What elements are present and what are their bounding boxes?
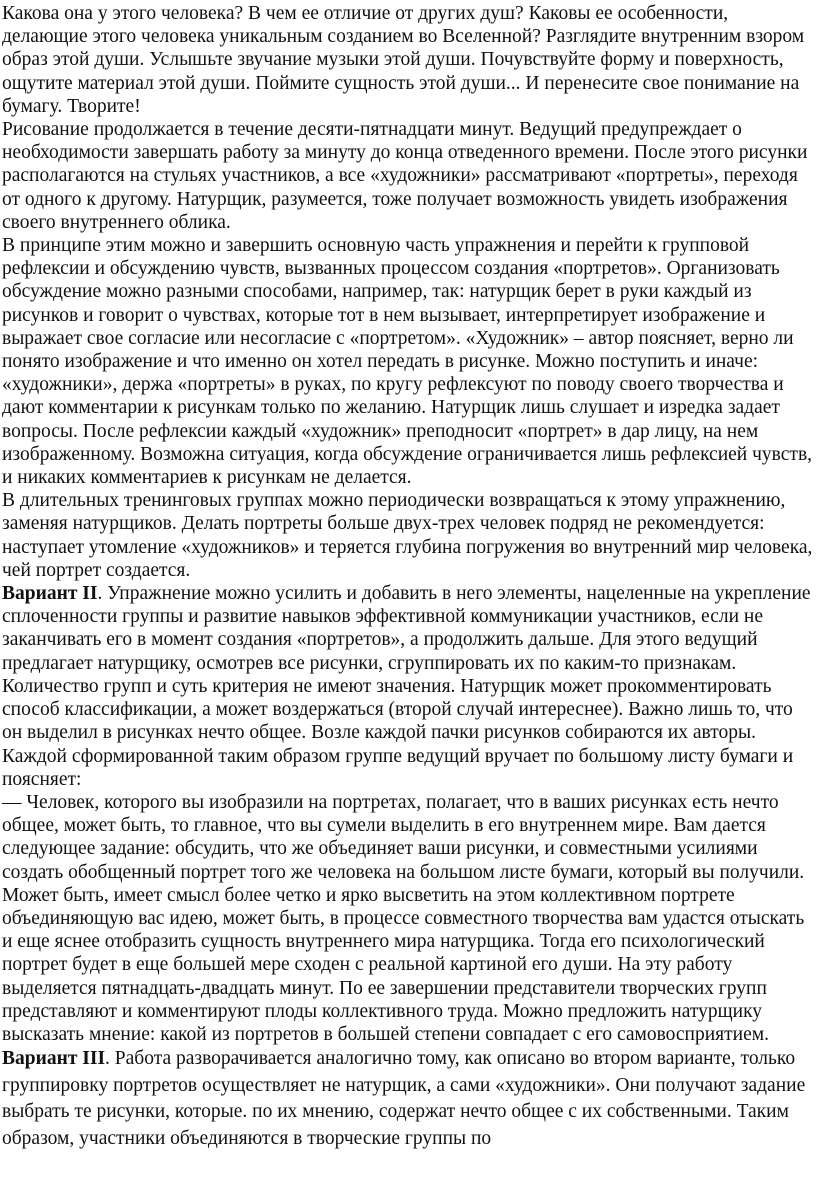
paragraph-soul-questions: Какова она у этого человека? В чем ее отличие от других душ? Каковы ее особенности, делающие этого человека уникальным созданием во Вселенной? Разглядите внутренним взором образ этой души. Услышьте звучание музыки этой души. Почувствуйте форму и поверхность, ощутите материал этой души. Поймите сущность этой души... И перенесите свое понимание на бумагу. Творите! (2, 3, 805, 117)
paragraph-group-reflection: В принципе этим можно и завершить основную часть упражнения и перейти к групповой рефлексии и обсуждению чувств, вызванных процессом создания «портретов». Организовать обсуждение можно разными способами, например, так: натурщик берет в руки каждый из рисунков и говорит о чувствах, которые тот в нем вызывает, интерпретирует изображение и выражает свое согласие или несогласие с «портретом». «Художник» – автор поясняет, верно ли понято изображение и что именно он хотел передать в рисунке. Можно поступить и иначе: «художники», держа «портреты» в руках, по кругу рефлексуют по поводу своего творчества и дают комментарии к рисункам только по желанию. Натурщик лишь слушает и изредка задает вопросы. После рефлексии каждый «художник» преподносит «портрет» в дар лицу, на нем изображенному. Возможна ситуация, когда обсуждение ограничивается лишь рефлексией чувств, и никаких комментариев к рисункам не делается. (2, 235, 813, 489)
variant-2-heading: Вариант II (2, 583, 98, 605)
paragraph-variant-2 (2, 582, 814, 791)
variant-3-heading: Вариант III (2, 1048, 106, 1070)
paragraph-facilitator-instruction: — Человек, которого вы изобразили на портретах, полагает, что в ваших рисунках есть нечто общее, может быть, то главное, что вы сумели выделить в его внутреннем мире. Вам дается следующее задание: обсудить, что же объединяет ваши рисунки, и совместными усилиями создать обобщенный портрет того же человека на большом листе бумаги, который вы получили. Может быть, имеет смысл более четко и ярко высветить на этом коллективном портрете объединяющую вас идею, может быть, в процессе совместного творчества вам удастся отыскать и еще яснее отобразить сущность внутреннего мира натурщика. Тогда его психологический портрет будет в еще большей мере сходен с реальной картиной его души. На эту работу выделяется пятнадцать-двадцать минут. По ее завершении представители творческих групп представляют и комментируют плоды коллективного труда. Можно предложить натурщику высказать мнение: какой из портретов в большей степени совпадает с его самовосприятием. (2, 791, 805, 1045)
variant-3-text: . Работа разворачивается аналогично тому, как описано во втором варианте, только группировку портретов осуществляет не натурщик, а сами «художники». Они получают задание выбрать те рисунки, которые. по их мнению, содержат нечто общее с их собственными. Таким образом, участники объединяются в творческие группы по (2, 1048, 806, 1149)
variant-2-text: . Упражнение можно усилить и добавить в него элементы, нацеленные на укрепление сплоченности группы и развитие навыков эффективной коммуникации участников, если не заканчивать его в момент создания «портретов», а продолжить дальше. Для этого ведущий предлагает натурщику, осмотрев все рисунки, сгруппировать их по каким-то признакам. Количество групп и суть критерия не имеют значения. Натурщик может прокомментировать способ классификации, а может воздержаться (второй случай интереснее). Важно лишь то, что он выделил в рисунках нечто общее. Возле каждой пачки рисунков собираются их авторы. Каждой сформированной таким образом группе ведущий вручает по большому листу бумаги и поясняет: (2, 583, 811, 790)
paragraph-variant-3 (2, 1046, 814, 1152)
paragraph-drawing-process: Рисование продолжается в течение десяти-пятнадцати минут. Ведущий предупреждает о необходимости завершать работу за минуту до конца отведенного времени. После этого рисунки располагаются на стульях участников, а все «художники» рассматривают «портреты», переходя от одного к другому. Натурщик, разумеется, тоже получает возможность увидеть изображения своего внутреннего облика. (2, 119, 808, 233)
paragraph-long-training-groups: В длительных тренинговых группах можно периодически возвращаться к этому упражнению, заменяя натурщиков. Делать портреты больше двух-трех человек подряд не рекомендуется: наступает утомление «художников» и теряется глубина погружения во внутренний мир человека, чей портрет создается. (2, 490, 813, 581)
